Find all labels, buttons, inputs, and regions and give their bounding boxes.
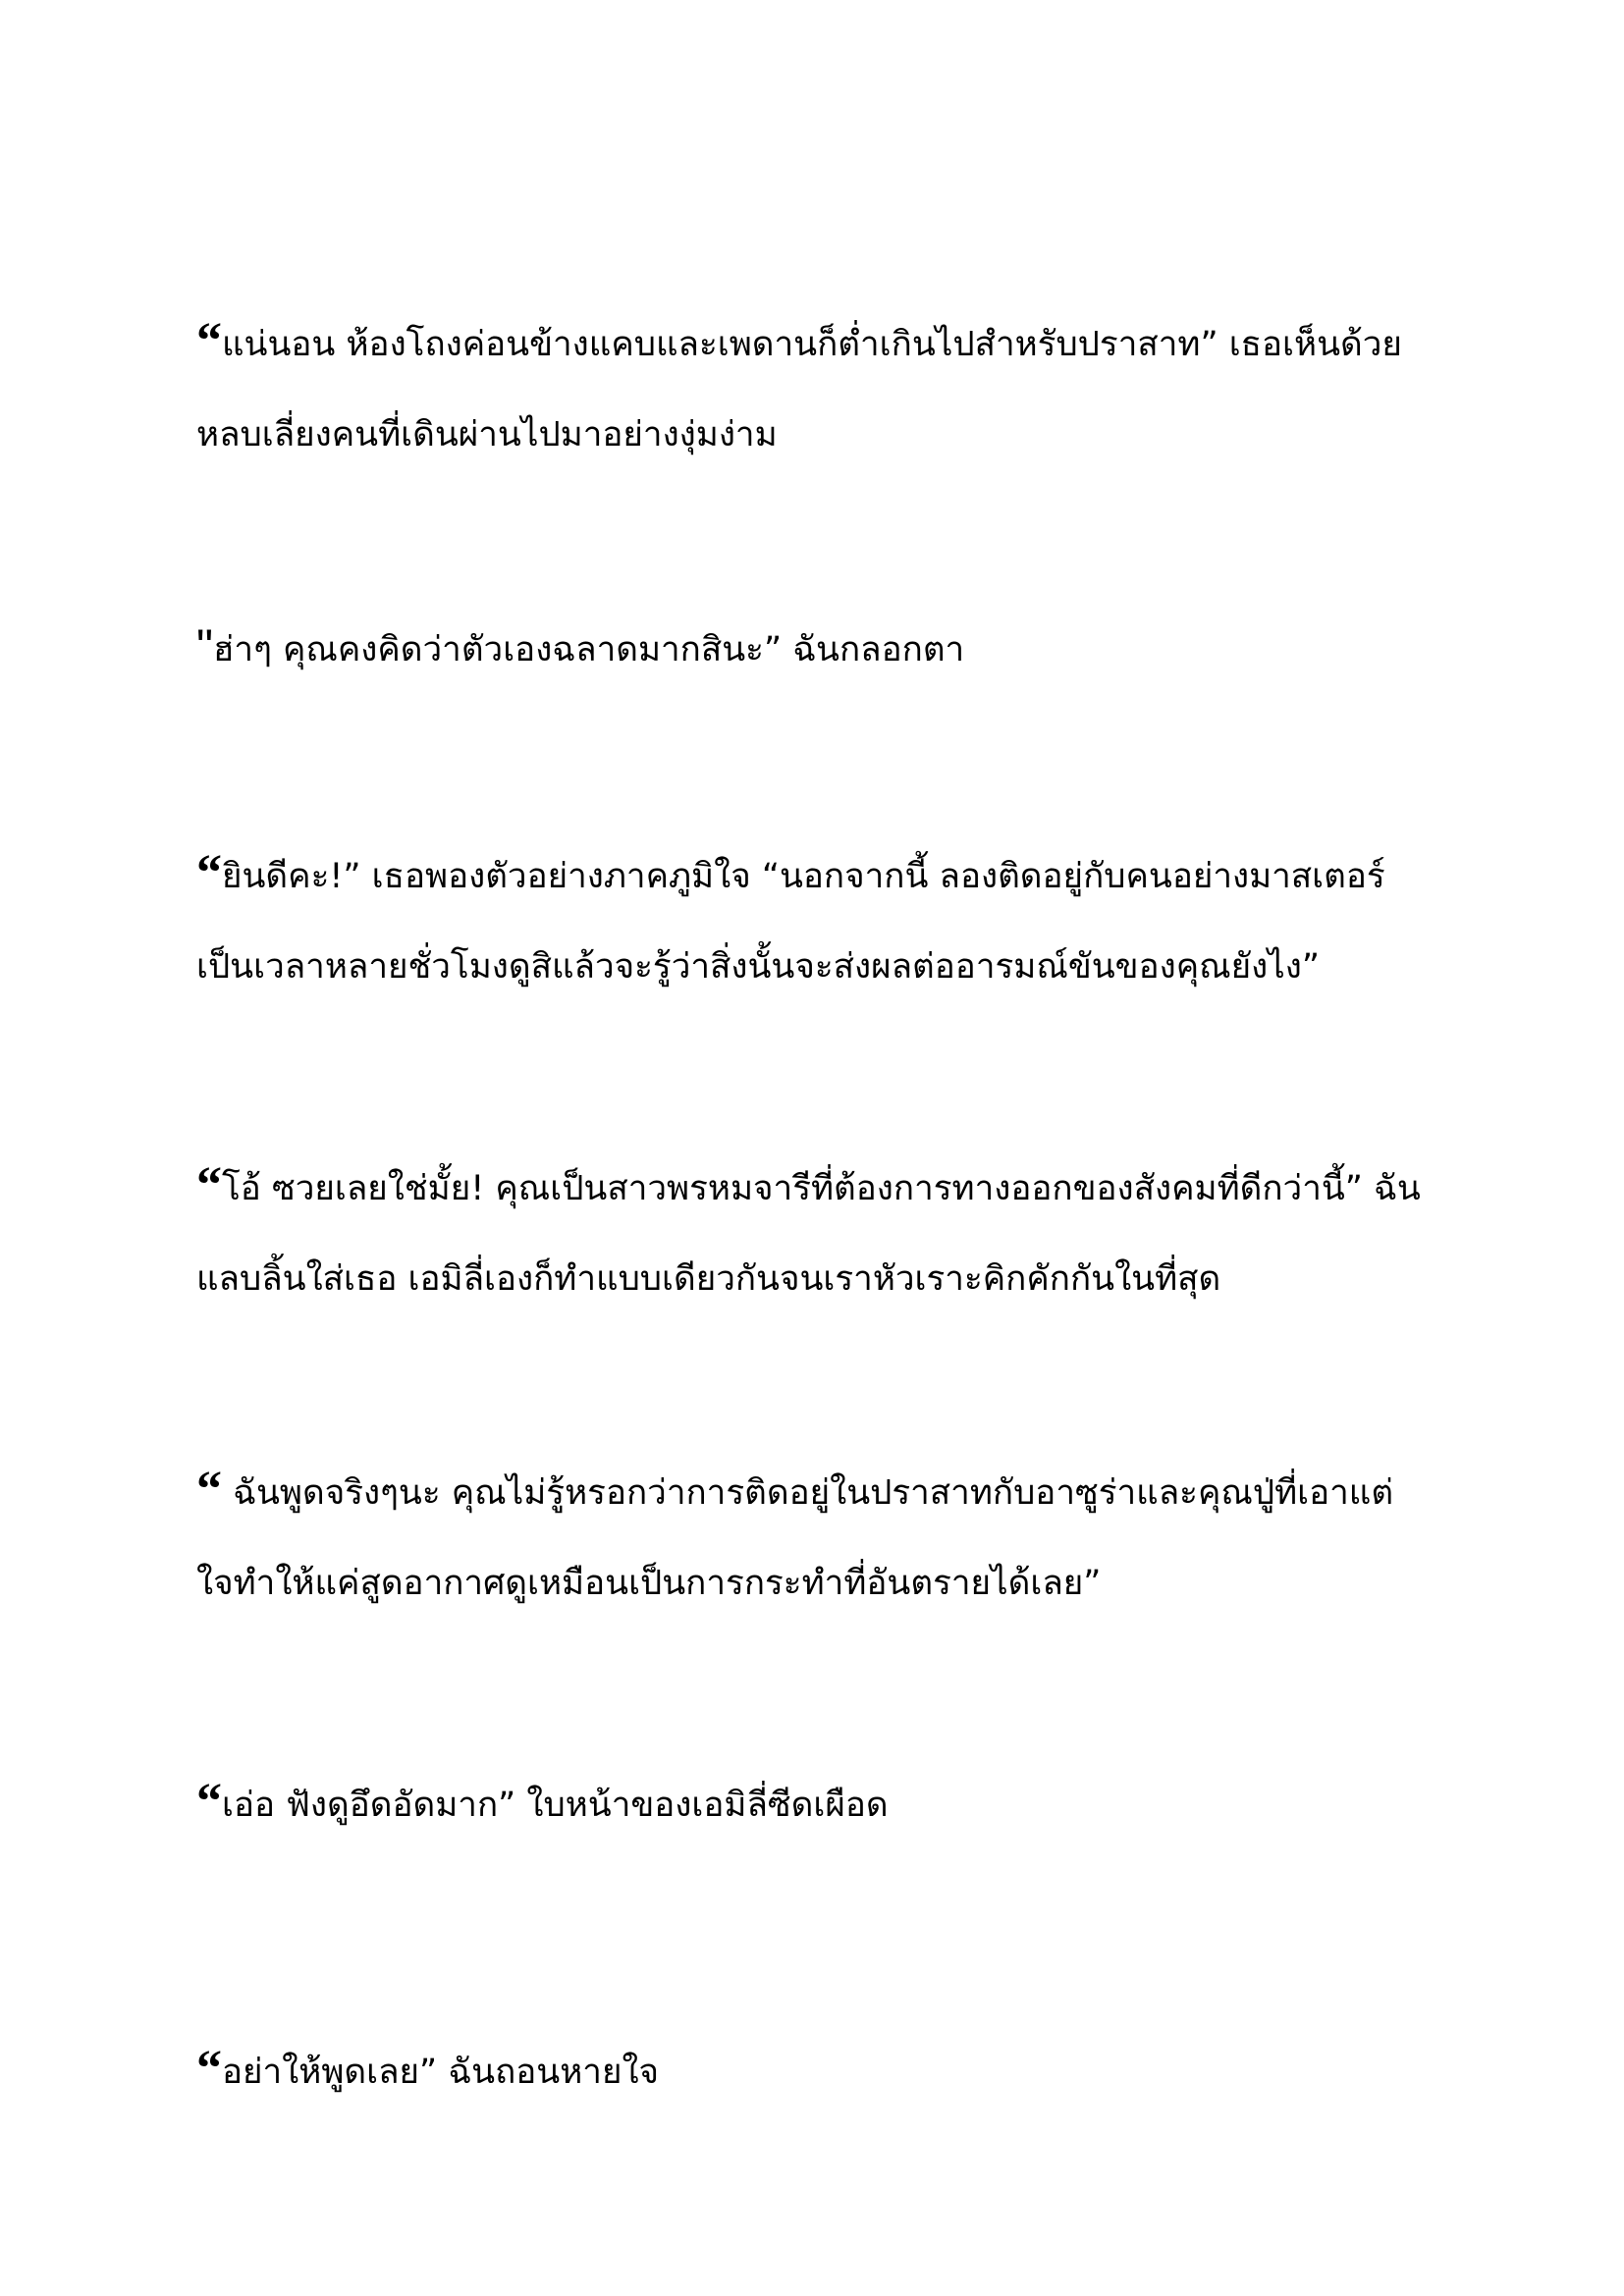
paragraph-line — [196, 603, 1434, 695]
paragraph-line: แลบลิ้นใส่เธอ เอมิลี่เองก็ทำแบบเดียวกันจนเราหัวเราะคิกคักกันในที่สุด — [196, 1259, 1221, 1299]
line-text: เอ่อ ฟังดูอึดอัดมาก” ใบหน้าของเอมิลี่ซีดเผือด — [222, 1786, 889, 1825]
paragraph-line: ใจทำให้แค่สูดอากาศดูเหมือนเป็นการกระทำที่อันตรายได้เลย” — [196, 1564, 1102, 1603]
paragraph-1 — [196, 296, 1434, 480]
open-quote-mark: “ — [196, 1157, 222, 1213]
paragraph-line — [196, 2024, 1434, 2117]
open-quote-mark: “ — [196, 313, 222, 369]
paragraph-line: หลบเลี่ยงคนที่เดินผ่านไปมาอย่างงุ่มง่าม — [196, 415, 778, 454]
paragraph-line — [196, 1757, 1434, 1850]
line-text: โอ้ ซวยเลยใช่มั้ย! คุณเป็นสาวพรหมจารีที่ต้องการทางออกของสังคมที่ดีกว่านี้” ฉัน — [222, 1169, 1421, 1208]
open-quote-mark: “ — [196, 1462, 222, 1518]
line-text: ยินดีคะ!” เธอพองตัวอย่างภาคภูมิใจ “นอกจากนี้ ลองติดอยู่กับคนอย่างมาสเตอร์ — [222, 857, 1385, 896]
paragraph-2 — [196, 603, 1434, 695]
open-quote-mark: “ — [196, 2041, 222, 2097]
paragraph-line: เป็นเวลาหลายชั่วโมงดูสิแล้วจะรู้ว่าสิ่งนั้นจะส่งผลต่ออารมณ์ขันของคุณยังไง” — [196, 947, 1321, 987]
line-text: แน่นอน ห้องโถงค่อนข้างแคบและเพดานก็ต่ำเกินไปสำหรับปราสาท” เธอเห็นด้วย — [222, 325, 1402, 364]
line-text: ฮ่าๆ คุณคงคิดว่าตัวเองฉลาดมากสินะ” ฉันกลอกตา — [213, 630, 965, 669]
open-quote-mark: “ — [196, 845, 222, 901]
open-quote-mark: “ — [196, 1774, 222, 1830]
paragraph-3 — [196, 828, 1434, 1012]
open-quote-mark: " — [196, 621, 214, 673]
paragraph-5 — [196, 1445, 1434, 1629]
paragraph-4 — [196, 1141, 1434, 1324]
paragraph-line — [196, 1445, 1434, 1538]
paragraph-6 — [196, 1757, 1434, 1850]
paragraph-7 — [196, 2024, 1434, 2117]
line-text: อย่าให้พูดเลย” ฉันถอนหายใจ — [222, 2053, 660, 2092]
paragraph-line — [196, 1141, 1434, 1234]
paragraph-line — [196, 828, 1434, 922]
paragraph-line — [196, 296, 1434, 390]
line-text: ฉันพูดจริงๆนะ คุณไม่รู้หรอกว่าการติดอยู่ในปราสาทกับอาซูร่าและคุณปู่ที่เอาแต่ — [222, 1473, 1394, 1513]
